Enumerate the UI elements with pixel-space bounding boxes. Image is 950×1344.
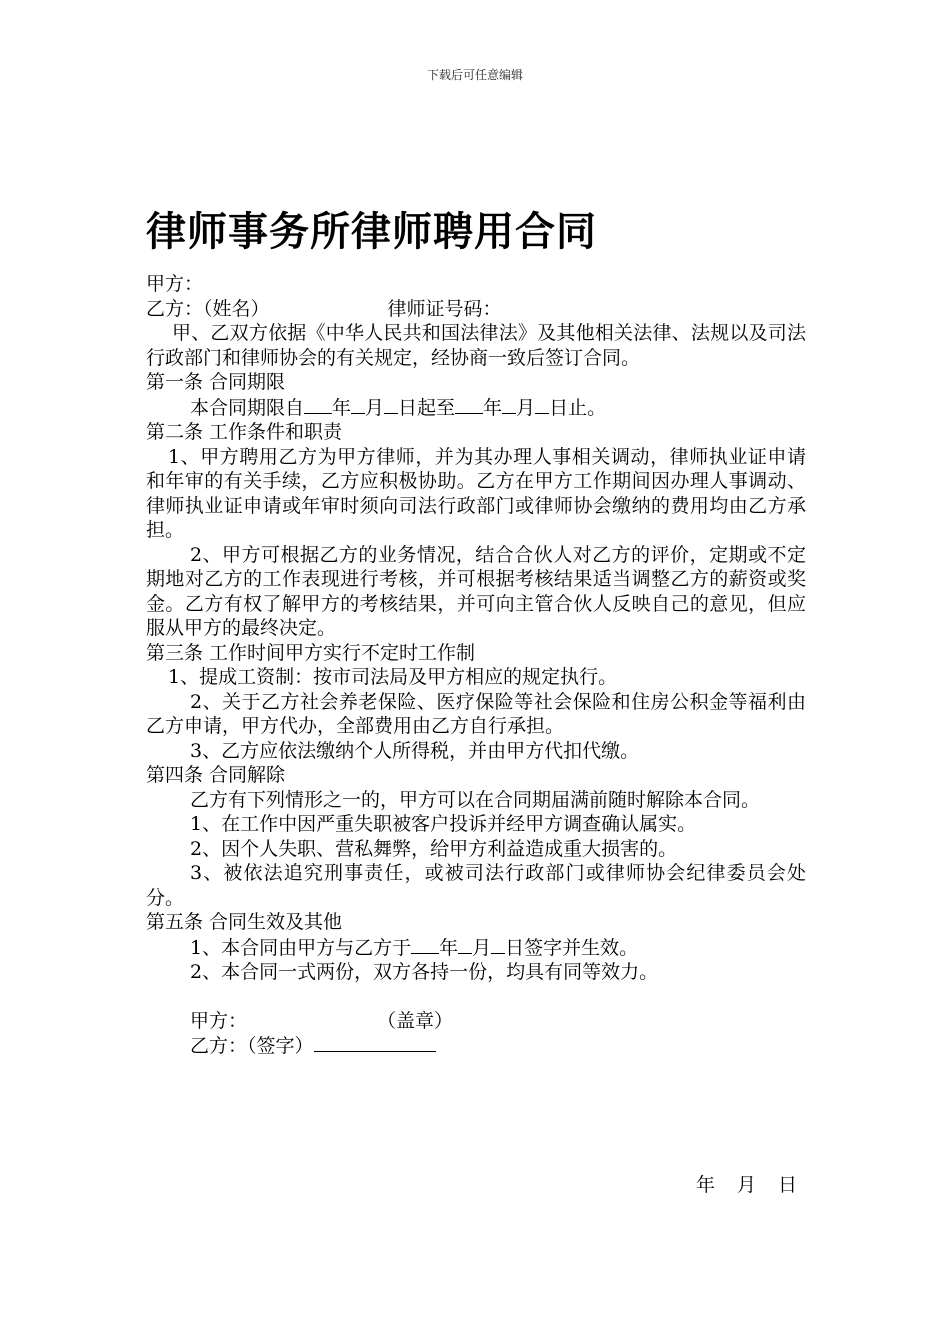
signature-party-a bbox=[146, 1009, 806, 1034]
sign-month-blank bbox=[458, 935, 472, 954]
contract-body bbox=[146, 272, 806, 1059]
signature-blank bbox=[314, 1033, 436, 1052]
article-3-item-3: 3、乙方应依法缴纳个人所得税，并由甲方代扣代缴。 bbox=[190, 739, 640, 762]
article-4-item-2: 2、因个人失职、营私舞弊，给甲方利益造成重大损害的。 bbox=[190, 837, 678, 860]
signature-party-b bbox=[146, 1033, 806, 1059]
party-b-name-label: 乙方：（姓名） bbox=[146, 297, 270, 320]
end-year-blank bbox=[455, 395, 483, 414]
article-4-item-1: 1、在工作中因严重失职被客户投诉并经甲方调查确认属实。 bbox=[190, 813, 697, 835]
article-1-heading: 第一条 合同期限 bbox=[146, 371, 286, 393]
article-3-heading: 第三条 工作时间甲方实行不定时工作制 bbox=[146, 641, 476, 664]
sign-day-blank bbox=[491, 935, 505, 954]
party-b-line bbox=[146, 297, 806, 322]
party-a-line: 甲方： bbox=[146, 273, 204, 295]
contract-term-line: 本合同期限自 年 月 日起至 年 月 日止。 bbox=[190, 396, 607, 419]
intro-paragraph: 甲、乙双方依据《中华人民共和国法律法》及其他相关法律、法规以及司法行政部门和律师协会的有关规定，经协商一致后签订合同。 bbox=[146, 322, 806, 369]
sign-year-blank bbox=[411, 935, 439, 954]
lawyer-cert-label: 律师证号码： bbox=[387, 297, 502, 320]
header-note: 下载后可任意编辑 bbox=[426, 68, 523, 82]
start-month-blank bbox=[351, 395, 365, 414]
article-3-item-1: 1、提成工资制：按市司法局及甲方相应的规定执行。 bbox=[168, 666, 618, 688]
date-month-label: 月 bbox=[737, 1174, 757, 1196]
signature-party-b-label: 乙方：（签字） bbox=[190, 1035, 314, 1057]
date-year-label: 年 bbox=[696, 1174, 716, 1196]
signature-party-a-label: 甲方： bbox=[190, 1009, 248, 1032]
article-2-item-1: 1、甲方聘用乙方为甲方律师，并为其办理人事相关调动，律师执业证申请和年审的有关手续，乙方应积极协助。乙方在甲方工作期间因办理人事调动、律师执业证申请或年审时须向司法行政部门或律师协会缴纳的费用均由乙方承担。 bbox=[146, 445, 806, 541]
end-day-blank bbox=[535, 395, 549, 414]
article-2-heading: 第二条 工作条件和职责 bbox=[146, 421, 343, 443]
end-month-blank bbox=[502, 395, 516, 414]
article-5-heading: 第五条 合同生效及其他 bbox=[146, 911, 343, 933]
article-4-intro: 乙方有下列情形之一的，甲方可以在合同期届满前随时解除本合同。 bbox=[190, 788, 761, 811]
date-day-label: 日 bbox=[778, 1174, 798, 1196]
document-title: 律师事务所律师聘用合同 bbox=[146, 209, 597, 255]
signing-date bbox=[696, 1170, 797, 1197]
article-3-item-2: 2、关于乙方社会养老保险、医疗保险等社会保险和住房公积金等福利由乙方申请，甲方代办，全部费用由乙方自行承担。 bbox=[146, 690, 806, 737]
start-day-blank bbox=[384, 395, 398, 414]
start-year-blank bbox=[304, 395, 332, 414]
article-4-item-3: 3、被依法追究刑事责任，或被司法行政部门或律师协会纪律委员会处分。 bbox=[146, 862, 806, 909]
article-4-heading: 第四条 合同解除 bbox=[146, 764, 286, 786]
article-2-item-2: 2、甲方可根据乙方的业务情况，结合合伙人对乙方的评价，定期或不定期地对乙方的工作表现进行考核，并可根据考核结果适当调整乙方的薪资或奖金。乙方有权了解甲方的考核结果，并可向主管合伙人反映自己的意见，但应服从甲方的最终决定。 bbox=[146, 543, 806, 639]
seal-label: （盖章） bbox=[377, 1009, 454, 1032]
article-5-item-2: 2、本合同一式两份，双方各持一份，均具有同等效力。 bbox=[190, 961, 659, 983]
article-5-item-1: 1、本合同由甲方与乙方于 年 月 日签字并生效。 bbox=[190, 936, 639, 959]
